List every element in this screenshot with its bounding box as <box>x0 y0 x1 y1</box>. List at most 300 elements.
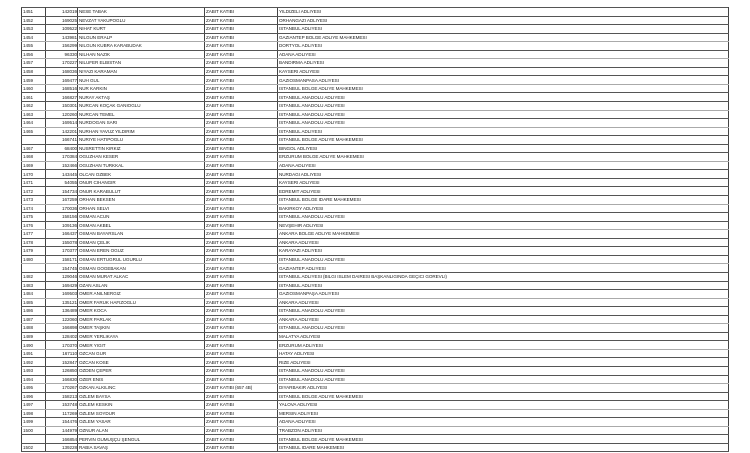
row-number-cell: 1494 <box>22 375 46 384</box>
job-title-cell: ZABIT KATIBI <box>205 290 278 299</box>
job-title-cell: ZABIT KATIBI <box>205 366 278 375</box>
row-number-cell: 1485 <box>22 298 46 307</box>
court-name-cell: DIYARBAKIR ADLIYESI <box>278 384 729 393</box>
court-name-cell: YALOVA ADLIYESI <box>278 401 729 410</box>
row-number-cell: 1454 <box>22 33 46 42</box>
row-number-cell: 1455 <box>22 42 46 51</box>
row-number-cell: 1483 <box>22 281 46 290</box>
table-row <box>22 102 729 111</box>
table-row <box>22 221 729 230</box>
court-name-cell: ISTANBUL ANADOLU ADLIYESI <box>278 213 729 222</box>
row-number-cell: 1473 <box>22 196 46 205</box>
job-title-cell: ZABIT KATIBI <box>205 8 278 17</box>
registry-id-cell: 154745 <box>46 264 78 273</box>
registry-id-cell: 167110 <box>46 349 78 358</box>
table-row <box>22 401 729 410</box>
job-title-cell: ZABIT KATIBI <box>205 221 278 230</box>
person-name-cell: NURAY AKTAŞ <box>78 93 205 102</box>
job-title-cell: ZABIT KATIBI <box>205 161 278 170</box>
job-title-cell: ZABIT KATIBI <box>205 50 278 59</box>
table-row <box>22 366 729 375</box>
registry-id-cell: 166854 <box>46 435 78 444</box>
table-row <box>22 25 729 34</box>
person-name-cell: OZCAN KOSE <box>78 358 205 367</box>
job-title-cell: ZABIT KATIBI <box>205 264 278 273</box>
table-row <box>22 136 729 145</box>
table-row <box>22 435 729 444</box>
row-number-cell: 1492 <box>22 358 46 367</box>
registry-id-cell: 152466 <box>46 161 78 170</box>
table-row <box>22 196 729 205</box>
registry-id-cell: 96330 <box>46 50 78 59</box>
person-name-cell: NUR KARKIN <box>78 84 205 93</box>
table-row <box>22 349 729 358</box>
registry-id-cell: 126850 <box>46 366 78 375</box>
job-title-cell: ZABIT KATIBI <box>205 230 278 239</box>
person-name-cell: OSMAN GOGEBAKAN <box>78 264 205 273</box>
registry-id-cell: 54055 <box>46 178 78 187</box>
registry-id-cell: 168516 <box>46 84 78 93</box>
court-name-cell: ISTANBUL ANADOLU ADLIYESI <box>278 375 729 384</box>
table-row <box>22 358 729 367</box>
court-name-cell: ERZURUM BOLGE ADLIYE MAHKEMESI <box>278 153 729 162</box>
court-name-cell: ANKARA ADLIYESI <box>278 298 729 307</box>
court-name-cell: ISTANBUL BOLGE IDARE MAHKEMESI <box>278 196 729 205</box>
row-number-cell: 1475 <box>22 213 46 222</box>
person-name-cell: OGUZHAN KESER <box>78 153 205 162</box>
registry-id-cell: 158213 <box>46 392 78 401</box>
registry-id-cell: 136489 <box>46 307 78 316</box>
person-name-cell: OSMAN ÇELIK <box>78 238 205 247</box>
person-name-cell: ONUR CIHANGIR <box>78 178 205 187</box>
table-row <box>22 272 729 281</box>
person-name-cell: OZCAN GUR <box>78 349 205 358</box>
registry-id-cell: 156299 <box>46 42 78 51</box>
table-row <box>22 84 729 93</box>
court-name-cell: ADANA ADLIYESI <box>278 50 729 59</box>
registry-id-cell: 166830 <box>46 375 78 384</box>
job-title-cell: ZABIT KATIBI <box>205 84 278 93</box>
person-name-cell: OSMAN ERTUGRUL UGURLU <box>78 255 205 264</box>
court-name-cell: GAZIOSMANPAŞA ADLIYESI <box>278 290 729 299</box>
table-row <box>22 375 729 384</box>
job-title-cell: ZABIT KATIBI <box>205 76 278 85</box>
table-row <box>22 127 729 136</box>
table-row <box>22 443 729 452</box>
row-number-cell: 1488 <box>22 324 46 333</box>
table-row <box>22 384 729 393</box>
registry-id-cell: 168036 <box>46 67 78 76</box>
row-number-cell: 1468 <box>22 153 46 162</box>
registry-id-cell: 135121 <box>46 298 78 307</box>
court-name-cell: ISTANBUL ANADOLU ADLIYESI <box>278 366 729 375</box>
registry-id-cell: 150301 <box>46 102 78 111</box>
row-number-cell: 1467 <box>22 144 46 153</box>
job-title-cell: ZABIT KATIBI <box>205 144 278 153</box>
court-name-cell: ISTANBUL BOLGE ADLIYE MAHKEMESI <box>278 435 729 444</box>
person-name-cell: ORHAN BEKSEN <box>78 196 205 205</box>
table-row <box>22 204 729 213</box>
row-number-cell: 1464 <box>22 119 46 128</box>
job-title-cell: ZABIT KATIBI <box>205 196 278 205</box>
job-title-cell: ZABIT KATIBI <box>205 136 278 145</box>
job-title-cell: ZABIT KATIBI <box>205 315 278 324</box>
table-row <box>22 178 729 187</box>
job-title-cell: ZABIT KATIBI <box>205 272 278 281</box>
person-name-cell: OGUZHAN TURKKAL <box>78 161 205 170</box>
registry-id-cell: 169477 <box>46 76 78 85</box>
person-name-cell: NILGUN ERALP <box>78 33 205 42</box>
person-name-cell: NURCAN TEMEL <box>78 110 205 119</box>
person-name-cell: OZNUR ALAN <box>78 426 205 435</box>
registry-id-cell: 170036 <box>46 204 78 213</box>
table-row <box>22 144 729 153</box>
court-name-cell: MERSIN ADLIYESI <box>278 409 729 418</box>
registry-id-cell: 109136 <box>46 221 78 230</box>
registry-id-cell: 170370 <box>46 341 78 350</box>
table-row <box>22 42 729 51</box>
court-name-cell: ADANA ADLIYESI <box>278 161 729 170</box>
table-row <box>22 409 729 418</box>
row-number-cell: 1456 <box>22 50 46 59</box>
row-number-cell: 1469 <box>22 161 46 170</box>
person-name-cell: NESE TABAK <box>78 8 205 17</box>
table-row <box>22 50 729 59</box>
row-number-cell: 1465 <box>22 127 46 136</box>
registry-id-cell: 169025 <box>46 16 78 25</box>
person-name-cell: OZER ENIS <box>78 375 205 384</box>
person-name-cell: OZAN ASLAN <box>78 281 205 290</box>
registry-id-cell: 155078 <box>46 238 78 247</box>
job-title-cell: ZABIT KATIBI <box>205 119 278 128</box>
registry-id-cell: 170267 <box>46 384 78 393</box>
job-title-cell: ZABIT KATIBI <box>205 153 278 162</box>
registry-id-cell: 170384 <box>46 153 78 162</box>
court-name-cell: ANKARA ADLIYESI <box>278 238 729 247</box>
registry-id-cell: 169429 <box>46 281 78 290</box>
registry-id-cell: 152847 <box>46 358 78 367</box>
court-name-cell: ISTANBUL ANADOLU ADLIYESI <box>278 324 729 333</box>
table-row <box>22 76 729 85</box>
court-name-cell: GAZIOSMANPASA ADLIYESI <box>278 76 729 85</box>
registry-id-cell: 139228 <box>46 443 78 452</box>
person-name-cell: PERVIN GUMUŞÇU ŞENGUL <box>78 435 205 444</box>
job-title-cell: ZABIT KATIBI <box>205 332 278 341</box>
job-title-cell: ZABIT KATIBI <box>205 25 278 34</box>
row-number-cell: 1500 <box>22 426 46 435</box>
table-row <box>22 170 729 179</box>
row-number-cell: 1459 <box>22 76 46 85</box>
court-name-cell: ANKARA ADLIYESI <box>278 315 729 324</box>
registry-id-cell: 170227 <box>46 59 78 68</box>
table-row <box>22 315 729 324</box>
person-name-cell: OMER KOCA <box>78 307 205 316</box>
person-name-cell: OSMAN EREN OGUZ <box>78 247 205 256</box>
court-name-cell: HATAY ADLIYESI <box>278 349 729 358</box>
job-title-cell: ZABIT KATIBI <box>205 42 278 51</box>
court-name-cell: MALATYA ADLIYESI <box>278 332 729 341</box>
person-name-cell: RABIA SAVAŞ <box>78 443 205 452</box>
registry-id-cell: 122060 <box>46 315 78 324</box>
row-number-cell <box>22 264 46 273</box>
row-number-cell: 1477 <box>22 230 46 239</box>
table-row <box>22 119 729 128</box>
registry-id-cell: 128402 <box>46 332 78 341</box>
person-name-cell: NILHAN NAZIK <box>78 50 205 59</box>
row-number-cell: 1490 <box>22 341 46 350</box>
person-name-cell: NIYAZI KARAMAN <box>78 67 205 76</box>
table-row <box>22 110 729 119</box>
person-name-cell: NURDOGAN SARI <box>78 119 205 128</box>
court-name-cell: ISTANBUL ANADOLU ADLIYESI <box>278 110 729 119</box>
court-name-cell: DORTYOL ADLIYESI <box>278 42 729 51</box>
court-name-cell: BINGOL ADLIYESI <box>278 144 729 153</box>
row-number-cell: 1489 <box>22 332 46 341</box>
row-number-cell: 1486 <box>22 307 46 316</box>
row-number-cell: 1474 <box>22 204 46 213</box>
row-number-cell: 1498 <box>22 409 46 418</box>
court-name-cell: ANKARA BOLGE ADLIYE MAHKEMESI <box>278 230 729 239</box>
court-name-cell: ISTANBUL ANADOLU ADLIYESI <box>278 255 729 264</box>
registry-id-cell: 117269 <box>46 409 78 418</box>
table-row <box>22 332 729 341</box>
job-title-cell: ZABIT KATIBI <box>205 409 278 418</box>
job-title-cell: ZABIT KATIBI <box>205 93 278 102</box>
row-number-cell: 1476 <box>22 221 46 230</box>
court-name-cell: ISTANBUL ADLIYESI <box>278 25 729 34</box>
row-number-cell: 1462 <box>22 102 46 111</box>
person-name-cell: OLCAN OZBEK <box>78 170 205 179</box>
table-row <box>22 153 729 162</box>
table-row <box>22 213 729 222</box>
row-number-cell: 1472 <box>22 187 46 196</box>
job-title-cell: ZABIT KATIBI <box>205 307 278 316</box>
person-name-cell: OMER FARUK HAFIZOGLU <box>78 298 205 307</box>
table-row <box>22 264 729 273</box>
person-name-cell: OZLEM KESKIN <box>78 401 205 410</box>
person-name-cell: NILGUN KUBRA KARABUDAK <box>78 42 205 51</box>
job-title-cell: ZABIT KATIBI <box>205 59 278 68</box>
person-name-cell: NURHAN YAVUZ YILDIRIM <box>78 127 205 136</box>
job-title-cell: ZABIT KATIBI <box>205 426 278 435</box>
row-number-cell: 1480 <box>22 255 46 264</box>
table-row <box>22 392 729 401</box>
registry-id-cell: 153748 <box>46 401 78 410</box>
job-title-cell: ZABIT KATIBI <box>205 204 278 213</box>
person-name-cell: ONUR KARABULUT <box>78 187 205 196</box>
person-name-cell: OSMAN MURAT ALKAC <box>78 272 205 281</box>
table-row <box>22 93 729 102</box>
registry-id-cell: 166741 <box>46 136 78 145</box>
registry-id-cell: 144979 <box>46 426 78 435</box>
person-name-cell: OSMAN ACUN <box>78 213 205 222</box>
person-name-cell: OZLEM YASAR <box>78 418 205 427</box>
job-title-cell: ZABIT KATIBI (657 4B) <box>205 384 278 393</box>
person-name-cell: OSMAN BAYARSLAN <box>78 230 205 239</box>
row-number-cell: 1458 <box>22 67 46 76</box>
registry-id-cell: 167259 <box>46 196 78 205</box>
table-row <box>22 307 729 316</box>
table-row <box>22 341 729 350</box>
table-row <box>22 8 729 17</box>
person-name-cell: OMER ANILNERGIZ <box>78 290 205 299</box>
court-name-cell: GAZIANTEP BOLGE ADLIYE MAHKEMESI <box>278 33 729 42</box>
court-name-cell: ISTANBUL ANADOLU ADLIYESI <box>278 119 729 128</box>
row-number-cell: 1451 <box>22 8 46 17</box>
registry-id-cell: 158171 <box>46 255 78 264</box>
court-name-cell: ISTANBUL ANADOLU ADLIYESI <box>278 93 729 102</box>
registry-id-cell: 166437 <box>46 230 78 239</box>
row-number-cell <box>22 435 46 444</box>
registry-id-cell: 129046 <box>46 272 78 281</box>
table-row <box>22 33 729 42</box>
court-name-cell: GAZIANTEP ADLIYESI <box>278 264 729 273</box>
table-row <box>22 59 729 68</box>
registry-id-cell: 120260 <box>46 110 78 119</box>
job-title-cell: ZABIT KATIBI <box>205 102 278 111</box>
job-title-cell: ZABIT KATIBI <box>205 127 278 136</box>
job-title-cell: ZABIT KATIBI <box>205 349 278 358</box>
registry-id-cell: 169503 <box>46 290 78 299</box>
job-title-cell: ZABIT KATIBI <box>205 110 278 119</box>
person-name-cell: OMER YIGIT <box>78 341 205 350</box>
court-name-cell: NEVŞEHIR ADLIYESI <box>278 221 729 230</box>
job-title-cell: ZABIT KATIBI <box>205 247 278 256</box>
court-name-cell: EDREMIT ADLIYESI <box>278 187 729 196</box>
court-name-cell: ISTANBUL BOLGE ADLIYE MAHKEMESI <box>278 392 729 401</box>
table-row <box>22 230 729 239</box>
court-name-cell: ERZURUM ADLIYESI <box>278 341 729 350</box>
court-name-cell: ORHANGAZI ADLIYESI <box>278 16 729 25</box>
job-title-cell: ZABIT KATIBI <box>205 324 278 333</box>
registry-id-cell: 166898 <box>46 324 78 333</box>
table-row <box>22 418 729 427</box>
row-number-cell: 1495 <box>22 384 46 393</box>
job-title-cell: ZABIT KATIBI <box>205 33 278 42</box>
row-number-cell: 1487 <box>22 315 46 324</box>
person-name-cell: OMER YERLIKAYA <box>78 332 205 341</box>
person-name-cell: OZLEM BAYSA <box>78 392 205 401</box>
registry-id-cell: 170377 <box>46 247 78 256</box>
row-number-cell: 1502 <box>22 443 46 452</box>
row-number-cell: 1478 <box>22 238 46 247</box>
registry-id-cell: 143445 <box>46 170 78 179</box>
registry-id-cell: 68400 <box>46 144 78 153</box>
court-name-cell: ISTANBUL BOLGE ADLIYE MAHKEMESI <box>278 136 729 145</box>
job-title-cell: ZABIT KATIBI <box>205 298 278 307</box>
registry-id-cell: 142201 <box>46 127 78 136</box>
person-name-cell: ORHAN SELVI <box>78 204 205 213</box>
table-row <box>22 67 729 76</box>
table-row <box>22 238 729 247</box>
job-title-cell: ZABIT KATIBI <box>205 187 278 196</box>
table-row <box>22 161 729 170</box>
job-title-cell: ZABIT KATIBI <box>205 67 278 76</box>
registry-id-cell: 143981 <box>46 33 78 42</box>
job-title-cell: ZABIT KATIBI <box>205 255 278 264</box>
person-name-cell: OMER TAŞKIN <box>78 324 205 333</box>
job-title-cell: ZABIT KATIBI <box>205 341 278 350</box>
row-number-cell: 1453 <box>22 25 46 34</box>
court-name-cell: KARAYAZI ADLIYESI <box>278 247 729 256</box>
registry-id-cell: 154734 <box>46 187 78 196</box>
job-title-cell: ZABIT KATIBI <box>205 281 278 290</box>
job-title-cell: ZABIT KATIBI <box>205 213 278 222</box>
court-name-cell: KAYSERI ADLIYESI <box>278 67 729 76</box>
person-name-cell: OZDEN ÇEPER <box>78 366 205 375</box>
person-name-cell: OSMAN AKBEL <box>78 221 205 230</box>
court-name-cell: BAKIRKOY ADLIYESI <box>278 204 729 213</box>
table-row <box>22 281 729 290</box>
table-row <box>22 247 729 256</box>
court-name-cell: ISTANBUL ANADOLU ADLIYESI <box>278 307 729 316</box>
court-name-cell: NURDAGI ADLIYESI <box>278 170 729 179</box>
job-title-cell: ZABIT KATIBI <box>205 238 278 247</box>
job-title-cell: ZABIT KATIBI <box>205 443 278 452</box>
person-name-cell: NURIYE HATIPOGLU <box>78 136 205 145</box>
court-name-cell: ISTANBUL BOLGE ADLIYE MAHKEMESI <box>278 84 729 93</box>
row-number-cell: 1491 <box>22 349 46 358</box>
registry-id-cell: 154476 <box>46 418 78 427</box>
row-number-cell: 1499 <box>22 418 46 427</box>
table-row <box>22 187 729 196</box>
row-number-cell: 1484 <box>22 290 46 299</box>
court-name-cell: ISTANBUL ADLIYESI <box>278 281 729 290</box>
job-title-cell: ZABIT KATIBI <box>205 170 278 179</box>
job-title-cell: ZABIT KATIBI <box>205 401 278 410</box>
row-number-cell: 1470 <box>22 170 46 179</box>
person-name-cell: OZKAN ALKILINC <box>78 384 205 393</box>
registry-id-cell: 166827 <box>46 93 78 102</box>
job-title-cell: ZABIT KATIBI <box>205 418 278 427</box>
job-title-cell: ZABIT KATIBI <box>205 16 278 25</box>
person-name-cell: NIHAT KURT <box>78 25 205 34</box>
row-number-cell: 1493 <box>22 366 46 375</box>
personnel-table <box>21 7 729 452</box>
table-row <box>22 324 729 333</box>
person-name-cell: NUH GUL <box>78 76 205 85</box>
court-name-cell: ISTANBUL IDARE MAHKEMESI <box>278 443 729 452</box>
person-name-cell: NEVZAT YAKUPOGLU <box>78 16 205 25</box>
person-name-cell: NURCAN KOÇAK GANIOGLU <box>78 102 205 111</box>
row-number-cell: 1482 <box>22 272 46 281</box>
court-name-cell: ISTANBUL ADLIYESI (BILGI ISLEM DAIRESI BAŞKANLIGINDA GEÇICI GOREVLI) <box>278 272 729 281</box>
job-title-cell: ZABIT KATIBI <box>205 392 278 401</box>
row-number-cell: 1460 <box>22 84 46 93</box>
row-number-cell: 1496 <box>22 392 46 401</box>
registry-id-cell: 109522 <box>46 25 78 34</box>
row-number-cell: 1457 <box>22 59 46 68</box>
row-number-cell: 1452 <box>22 16 46 25</box>
row-number-cell <box>22 136 46 145</box>
table-row <box>22 255 729 264</box>
court-name-cell: YILDIZELI ADLIYESI <box>278 8 729 17</box>
court-name-cell: ADANA ADLIYESI <box>278 418 729 427</box>
registry-id-cell: 169514 <box>46 119 78 128</box>
person-name-cell: OMER PARLAK <box>78 315 205 324</box>
person-name-cell: OZLEM SOYDUR <box>78 409 205 418</box>
court-name-cell: ISTANBUL ANADOLU ADLIYESI <box>278 102 729 111</box>
registry-id-cell: 158156 <box>46 213 78 222</box>
job-title-cell: ZABIT KATIBI <box>205 435 278 444</box>
table-row <box>22 426 729 435</box>
job-title-cell: ZABIT KATIBI <box>205 375 278 384</box>
row-number-cell: 1497 <box>22 401 46 410</box>
row-number-cell: 1479 <box>22 247 46 256</box>
court-name-cell: TRABZON ADLIYESI <box>278 426 729 435</box>
court-name-cell: BANDIRMA ADLIYESI <box>278 59 729 68</box>
table-row <box>22 16 729 25</box>
